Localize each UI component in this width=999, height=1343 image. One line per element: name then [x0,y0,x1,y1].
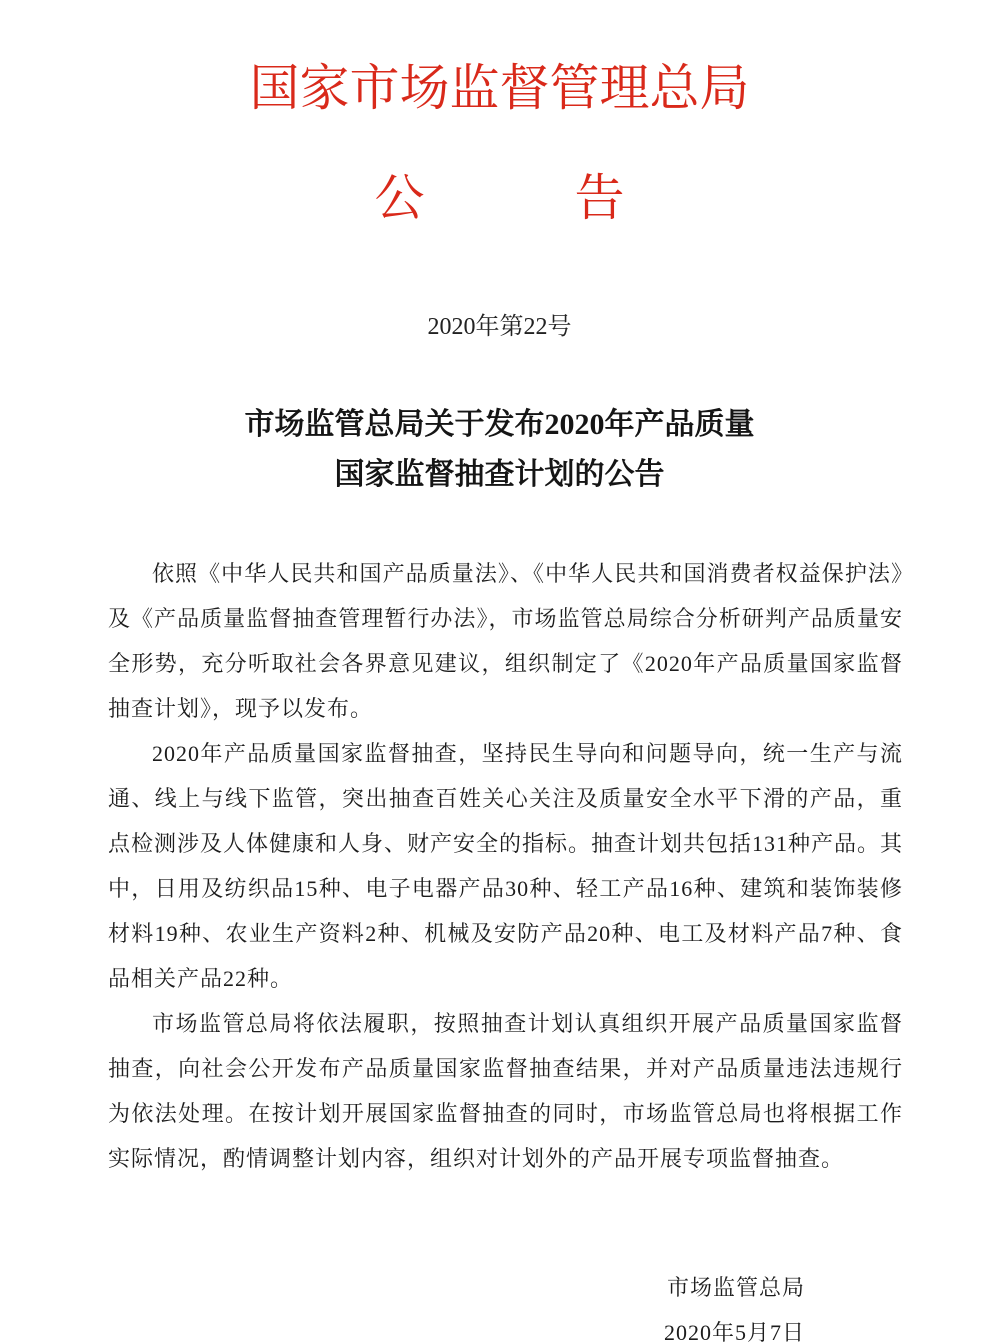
document-title-line2: 国家监督抽查计划的公告 [334,458,665,491]
body-paragraph-2: 2020年产品质量国家监督抽查，坚持民生导向和问题导向，统一生产与流通、线上与线下监管，突出抽查百姓关心关注及质量安全水平下滑的产品，重点检测涉及人体健康和人身、财产安全的指标。抽查计划共包括131种产品。其中，日用及纺织品15种、电子电器产品30种、轻工产品16种、建筑和装饰装修材料19种、农业生产资料2种、机械及安防产品20种、电工及材料产品7种、食品相关产品22种。 [108,741,904,991]
date: 2020年5月7日 [663,1320,805,1343]
body-paragraph-1: 依照《中华人民共和国产品质量法》、《中华人民共和国消费者权益保护法》及《产品质量监督抽查管理暂行办法》，市场监管总局综合分析研判产品质量安全形势，充分听取社会各界意见建议，组织制定了《2020年产品质量国家监督抽查计划》，现予以发布。 [108,561,903,721]
document-title [0,400,999,500]
agency-title: 国家市场监督管理总局 [249,60,750,116]
document-body [0,551,999,1181]
document-footer [0,1265,999,1343]
body-paragraph-3: 市场监管总局将依法履职，按照抽查计划认真组织开展产品质量国家监督抽查，向社会公开发布产品质量国家监督抽查结果，并对产品质量违法违规行为依法处理。在按计划开展国家监督抽查的同时，市场监管总局也将根据工作实际情况，酌情调整计划内容，组织对计划外的产品开展专项监督抽查。 [108,1011,903,1171]
document-title-line1: 市场监管总局关于发布2020年产品质量 [244,408,755,441]
doc-number: 2020年第22号 [427,314,572,340]
announcement-heading: 公 告 [374,170,625,226]
signature: 市场监管总局 [666,1275,805,1300]
